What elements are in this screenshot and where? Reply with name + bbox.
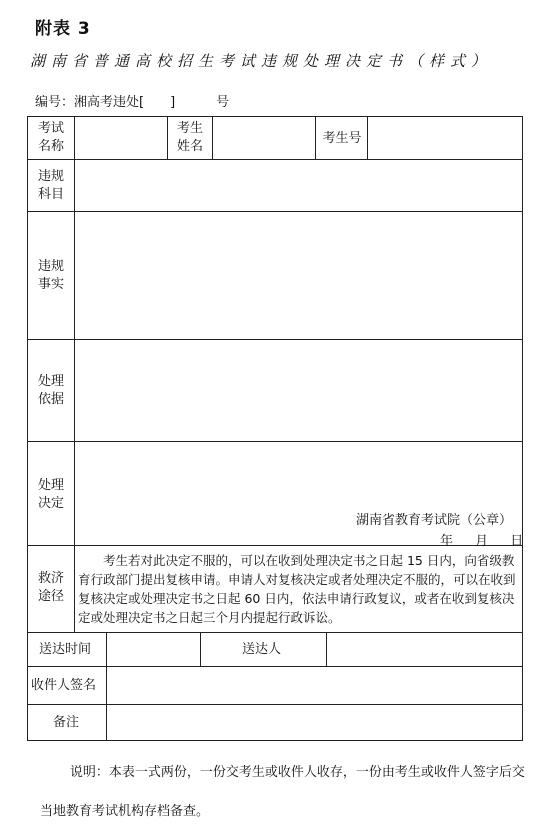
- deliverer-field[interactable]: [328, 634, 521, 665]
- document-number-label: 编号：湘高考违处[ ]: [35, 95, 176, 110]
- exam-name-field[interactable]: [76, 118, 166, 158]
- handling-decision-label: 处理决定: [37, 478, 64, 511]
- recipient-signature-label: 收件人签名: [31, 678, 97, 693]
- document-number-suffix: 号: [216, 95, 230, 110]
- remarks-field[interactable]: [108, 706, 521, 739]
- candidate-name-field[interactable]: [214, 118, 314, 158]
- relief-channel-text: 考生若对此决定不服的，可以在收到处理决定书之日起 15 日内，向省级教育行政部门提出复核申请。申请人对复核决定或者处理决定不服的，可以在收到复核决定或处理决定书之日起 60 日内，依法申请行政复议，或者在收到复核决定或处理决定书之日起三个月内提起行政诉讼。: [78, 553, 516, 625]
- violation-subject-label: 违规科目: [37, 169, 64, 202]
- violation-subject-field[interactable]: [76, 161, 521, 210]
- official-seal-text: 湖南省教育考试院（公章）: [356, 513, 513, 528]
- decision-date: 年 月 日: [440, 534, 524, 549]
- violation-facts-label: 违规事实: [37, 259, 64, 292]
- handling-basis-field[interactable]: [76, 341, 521, 440]
- handling-basis-label: 处理依据: [37, 374, 64, 407]
- violation-facts-field[interactable]: [76, 213, 521, 338]
- handling-decision-field[interactable]: [76, 443, 521, 503]
- relief-channel-label: 救济途径: [37, 571, 64, 604]
- recipient-signature-field[interactable]: [108, 668, 521, 703]
- candidate-name-label: 考生姓名: [176, 121, 203, 154]
- delivery-time-label: 送达时间: [39, 642, 92, 657]
- appendix-heading: 附表 3: [35, 19, 91, 39]
- deliverer-label: 送达人: [242, 642, 282, 657]
- candidate-number-field[interactable]: [369, 118, 521, 158]
- remarks-label: 备注: [53, 715, 80, 730]
- candidate-number-label: 考生号: [322, 131, 362, 146]
- explanation-note: 说明：本表一式两份，一份交考生或收件人收存，一份由考生或收件人签字后交当地教育考试机构存档备查。: [40, 765, 525, 819]
- exam-name-label: 考试名称: [37, 121, 64, 154]
- delivery-time-field[interactable]: [108, 634, 199, 665]
- document-title: 湖南省普通高校招生考试违规处理决定书（样式）: [30, 52, 493, 70]
